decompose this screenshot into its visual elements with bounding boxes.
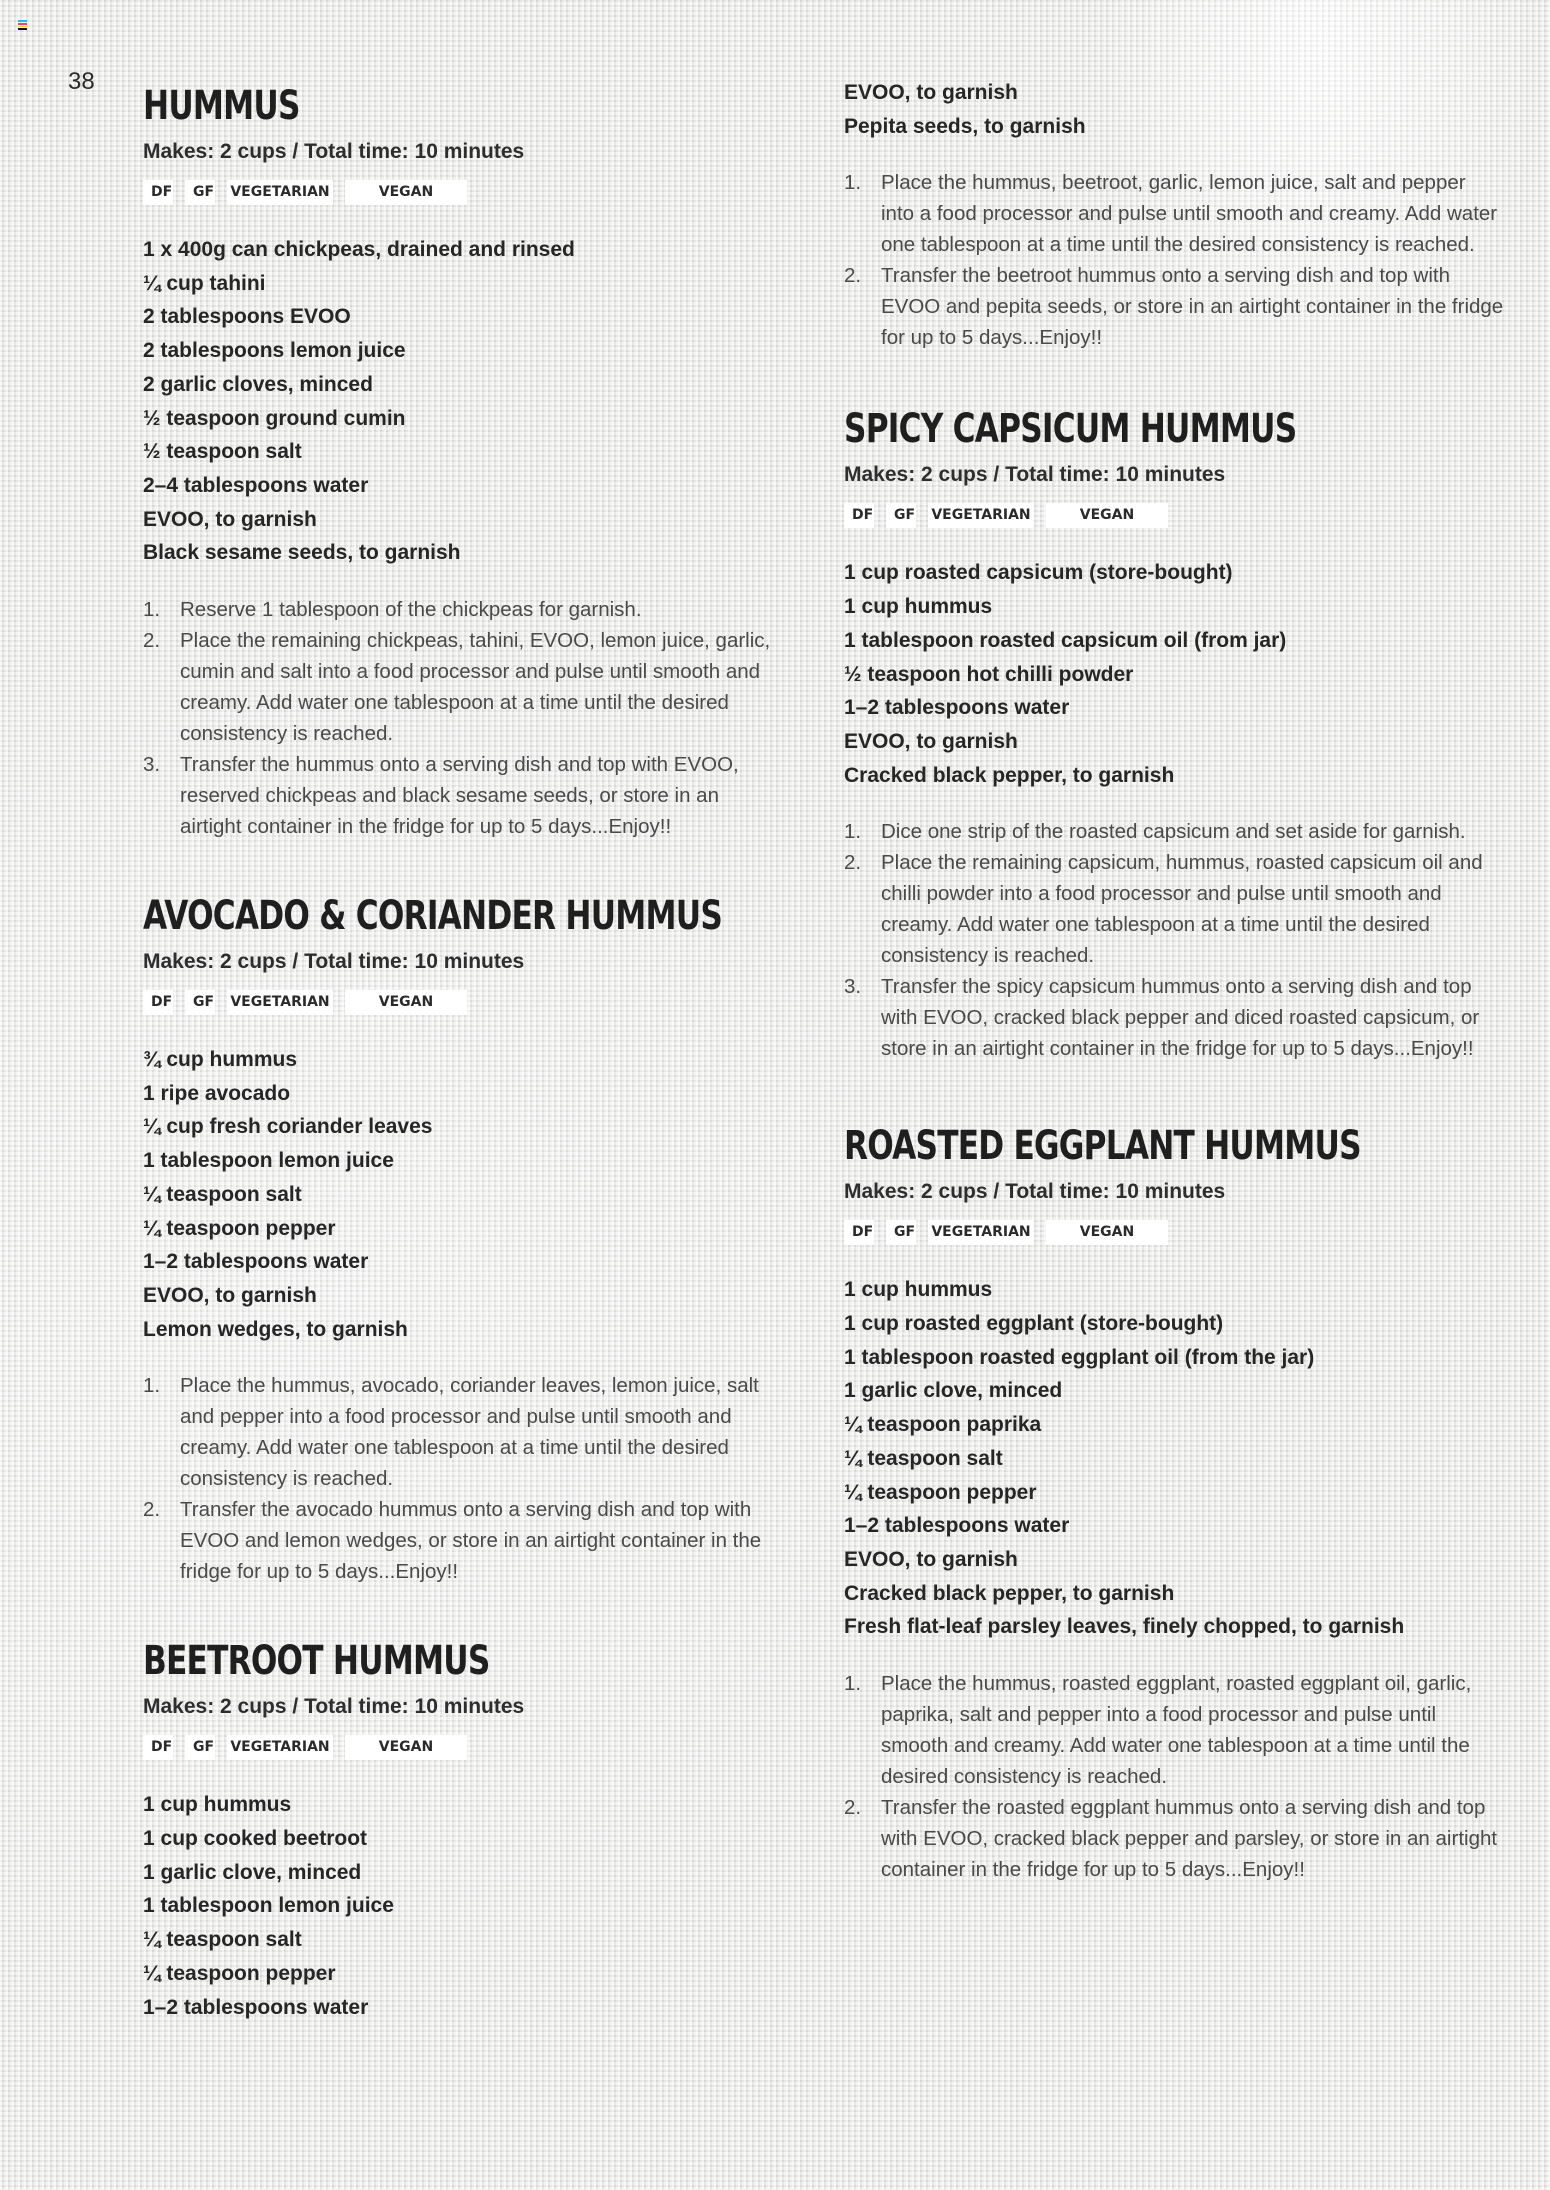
ingredient-list	[143, 1788, 783, 2024]
step-number: 1.	[844, 820, 862, 844]
ingredient-item: 1 tablespoon roasted eggplant oil (from the jar)	[844, 1345, 1315, 1369]
dietary-tags	[143, 180, 783, 205]
ingredient-item: ¼ teaspoon pepper	[143, 1961, 336, 1985]
print-mark-cyan	[18, 20, 27, 22]
ingredient-item: ¼ cup tahini	[143, 271, 266, 295]
recipe-yield-time: Makes: 2 cups / Total time: 10 minutes	[143, 1695, 525, 1719]
tag-gluten-free: GF	[185, 990, 215, 1015]
method-step	[844, 847, 1504, 971]
step-number: 1.	[844, 171, 862, 195]
ingredient-item: ½ teaspoon hot chilli powder	[844, 662, 1134, 686]
method-step	[844, 1668, 1504, 1792]
method-step	[844, 1792, 1504, 1885]
tag-gluten-free: GF	[886, 503, 916, 528]
ingredient-item: 1 cup hummus	[844, 595, 993, 619]
tag-vegetarian: VEGETARIAN	[928, 503, 1034, 528]
step-number: 1.	[143, 598, 161, 622]
ingredient-item: 1 cup hummus	[143, 1793, 292, 1817]
ingredient-item: EVOO, to garnish	[844, 729, 1018, 753]
recipe-avocado-coriander-hummus	[143, 890, 783, 1587]
method-step	[844, 816, 1504, 847]
recipe-title: SPICY CAPSICUM HUMMUS	[844, 406, 1297, 453]
tag-vegetarian: VEGETARIAN	[227, 180, 333, 205]
step-text: Transfer the beetroot hummus onto a serving dish and top with EVOO and pepita seeds, or store in an airtight container in the fridge for up to 5 days...Enjoy!!	[881, 264, 1504, 350]
step-text: Transfer the spicy capsicum hummus onto a serving dish and top with EVOO, cracked black pepper and diced roasted capsicum, or store in an airtight container in the fridge for up to 5 days...Enjoy!!	[881, 975, 1480, 1061]
spacer	[844, 353, 1504, 403]
ingredient-item: 1–2 tablespoons water	[844, 1514, 1070, 1538]
step-text: Transfer the roasted eggplant hummus onto a serving dish and top with EVOO, cracked black pepper and parsley, or store in an airtight container in the fridge for up to 5 days...Enjoy!!	[881, 1796, 1498, 1882]
tag-dairy-free: DF	[143, 990, 173, 1015]
ingredient-item: 1 tablespoon lemon juice	[143, 1894, 394, 1918]
dietary-tags	[143, 990, 783, 1015]
tag-dairy-free: DF	[844, 1220, 874, 1245]
ingredient-item: Pepita seeds, to garnish	[844, 114, 1086, 138]
tag-vegan: VEGAN	[1046, 503, 1168, 528]
ingredient-list	[143, 233, 783, 570]
ingredient-item: ¼ teaspoon pepper	[844, 1480, 1037, 1504]
ingredient-item: ½ teaspoon salt	[143, 440, 302, 464]
ingredient-item: 2 garlic cloves, minced	[143, 372, 373, 396]
tag-gluten-free: GF	[185, 1735, 215, 1760]
ingredient-list	[844, 76, 1504, 143]
ingredient-item: Cracked black pepper, to garnish	[844, 763, 1175, 787]
ingredient-item: 1 x 400g can chickpeas, drained and rinsed	[143, 238, 575, 261]
ingredient-item: 1–2 tablespoons water	[143, 1250, 369, 1274]
ingredient-item: 1 cup roasted eggplant (store-bought)	[844, 1312, 1224, 1336]
step-text: Place the hummus, beetroot, garlic, lemon juice, salt and pepper into a food processor and pulse until smooth and creamy. Add water one tablespoon at a time until the desired consistency is reached.	[881, 171, 1498, 257]
recipe-yield-time: Makes: 2 cups / Total time: 10 minutes	[143, 950, 525, 974]
ingredient-list	[143, 1043, 783, 1346]
ingredient-item: ¼ teaspoon pepper	[143, 1216, 336, 1240]
ingredient-item: 1 cup cooked beetroot	[143, 1827, 368, 1851]
ingredient-item: 1 garlic clove, minced	[143, 1860, 362, 1884]
ingredient-item: EVOO, to garnish	[844, 1547, 1018, 1571]
right-column	[844, 80, 1504, 1885]
method-step	[143, 625, 783, 749]
dietary-tags	[844, 1220, 1504, 1245]
tag-vegetarian: VEGETARIAN	[227, 990, 333, 1015]
method-steps	[844, 816, 1504, 1064]
step-number: 2.	[143, 1498, 161, 1522]
recipe-title: ROASTED EGGPLANT HUMMUS	[844, 1123, 1361, 1170]
recipe-roasted-eggplant-hummus	[844, 1120, 1504, 1885]
method-steps	[143, 594, 783, 842]
step-number: 3.	[143, 753, 161, 777]
print-mark-magenta	[18, 23, 27, 25]
ingredient-item: Lemon wedges, to garnish	[143, 1317, 408, 1341]
method-step	[143, 1494, 783, 1587]
recipe-yield-time: Makes: 2 cups / Total time: 10 minutes	[844, 1180, 1226, 1204]
method-step	[143, 1370, 783, 1494]
recipe-hummus	[143, 80, 783, 842]
step-text: Reserve 1 tablespoon of the chickpeas for garnish.	[180, 598, 642, 622]
step-text: Transfer the hummus onto a serving dish and top with EVOO, reserved chickpeas and black sesame seeds, or store in an airtight container in the fridge for up to 5 days...Enjoy!!	[180, 753, 739, 839]
ingredient-item: 1–2 tablespoons water	[844, 696, 1070, 720]
step-number: 2.	[844, 264, 862, 288]
ingredient-item: 2 tablespoons EVOO	[143, 305, 351, 329]
ingredient-item: Fresh flat-leaf parsley leaves, finely chopped, to garnish	[844, 1615, 1405, 1639]
step-text: Place the hummus, avocado, coriander leaves, lemon juice, salt and pepper into a food processor and pulse until smooth and creamy. Add water one tablespoon at a time until the desired consistency is reached.	[180, 1374, 759, 1491]
ingredient-item: Cracked black pepper, to garnish	[844, 1581, 1175, 1605]
spacer	[844, 1064, 1504, 1120]
tag-vegan: VEGAN	[345, 990, 467, 1015]
method-step	[143, 594, 783, 625]
step-text: Place the hummus, roasted eggplant, roasted eggplant oil, garlic, paprika, salt and pepper into a food processor and pulse until smooth and creamy. Add water one tablespoon at a time until the desired consistency is reached.	[881, 1672, 1472, 1789]
tag-gluten-free: GF	[185, 180, 215, 205]
step-number: 3.	[844, 975, 862, 999]
tag-dairy-free: DF	[143, 180, 173, 205]
tag-vegan: VEGAN	[1046, 1220, 1168, 1245]
step-text: Transfer the avocado hummus onto a serving dish and top with EVOO and lemon wedges, or store in an airtight container in the fridge for up to 5 days...Enjoy!!	[180, 1498, 762, 1584]
recipe-title: HUMMUS	[143, 83, 300, 129]
ingredient-item: 2 tablespoons lemon juice	[143, 339, 406, 363]
tag-vegan: VEGAN	[345, 1735, 467, 1760]
tag-vegetarian: VEGETARIAN	[227, 1735, 333, 1760]
spacer	[143, 1587, 783, 1635]
recipe-title: BEETROOT HUMMUS	[143, 1638, 490, 1685]
ingredient-item: ¼ teaspoon salt	[143, 1182, 302, 1206]
print-mark-black	[18, 28, 27, 30]
tag-gluten-free: GF	[886, 1220, 916, 1245]
dietary-tags	[844, 503, 1504, 528]
ingredient-item: ¾ cup hummus	[143, 1048, 298, 1072]
method-step	[844, 167, 1504, 260]
recipe-beetroot-hummus-continued	[844, 76, 1504, 353]
step-number: 2.	[844, 1796, 862, 1820]
page-number: 38	[68, 68, 95, 95]
step-text: Place the remaining capsicum, hummus, roasted capsicum oil and chilli powder into a food processor and pulse until smooth and creamy. Add water one tablespoon at a time until the desired consistency is reached.	[881, 851, 1483, 968]
ingredient-item: Black sesame seeds, to garnish	[143, 541, 461, 565]
print-registration-mark	[18, 20, 27, 30]
print-mark-yellow	[18, 26, 27, 28]
ingredient-item: ¼ teaspoon salt	[143, 1928, 302, 1952]
tag-vegan: VEGAN	[345, 180, 467, 205]
ingredient-item: 1 cup hummus	[844, 1278, 993, 1302]
recipe-yield-time: Makes: 2 cups / Total time: 10 minutes	[844, 463, 1226, 487]
method-step	[844, 971, 1504, 1064]
ingredient-item: 1 garlic clove, minced	[844, 1379, 1063, 1403]
ingredient-item: 2–4 tablespoons water	[143, 473, 369, 497]
tag-dairy-free: DF	[143, 1735, 173, 1760]
ingredient-item: EVOO, to garnish	[143, 507, 317, 531]
recipe-beetroot-hummus	[143, 1635, 783, 2024]
method-step	[143, 749, 783, 842]
ingredient-item: 1 tablespoon roasted capsicum oil (from jar)	[844, 628, 1287, 652]
ingredient-item: EVOO, to garnish	[844, 81, 1018, 104]
step-text: Place the remaining chickpeas, tahini, EVOO, lemon juice, garlic, cumin and salt into a food processor and pulse until smooth and creamy. Add water one tablespoon at a time until the desired consistency is reached.	[180, 629, 771, 746]
left-column	[143, 80, 783, 2024]
method-steps	[143, 1370, 783, 1587]
tag-vegetarian: VEGETARIAN	[928, 1220, 1034, 1245]
ingredient-item: ¼ teaspoon paprika	[844, 1413, 1042, 1437]
ingredient-item: 1 ripe avocado	[143, 1081, 291, 1105]
recipe-title: AVOCADO & CORIANDER HUMMUS	[143, 893, 723, 940]
ingredient-item: ¼ cup fresh coriander leaves	[143, 1115, 433, 1139]
ingredient-item: 1 tablespoon lemon juice	[143, 1149, 394, 1173]
step-text: Dice one strip of the roasted capsicum and set aside for garnish.	[881, 820, 1466, 844]
ingredient-item: 1 cup roasted capsicum (store-bought)	[844, 561, 1233, 585]
method-step	[844, 260, 1504, 353]
ingredient-list	[844, 1273, 1504, 1644]
ingredient-item: 1–2 tablespoons water	[143, 1995, 369, 2019]
dietary-tags	[143, 1735, 783, 1760]
ingredient-item: EVOO, to garnish	[143, 1283, 317, 1307]
step-number: 2.	[143, 629, 161, 653]
spacer	[143, 842, 783, 890]
step-number: 2.	[844, 851, 862, 875]
method-steps	[844, 167, 1504, 353]
ingredient-list	[844, 556, 1504, 792]
recipe-spicy-capsicum-hummus	[844, 403, 1504, 1064]
ingredient-item: ¼ teaspoon salt	[844, 1446, 1003, 1470]
recipe-yield-time: Makes: 2 cups / Total time: 10 minutes	[143, 140, 525, 163]
ingredient-item: ½ teaspoon ground cumin	[143, 406, 406, 430]
method-steps	[844, 1668, 1504, 1885]
tag-dairy-free: DF	[844, 503, 874, 528]
step-number: 1.	[844, 1672, 862, 1696]
step-number: 1.	[143, 1374, 161, 1398]
